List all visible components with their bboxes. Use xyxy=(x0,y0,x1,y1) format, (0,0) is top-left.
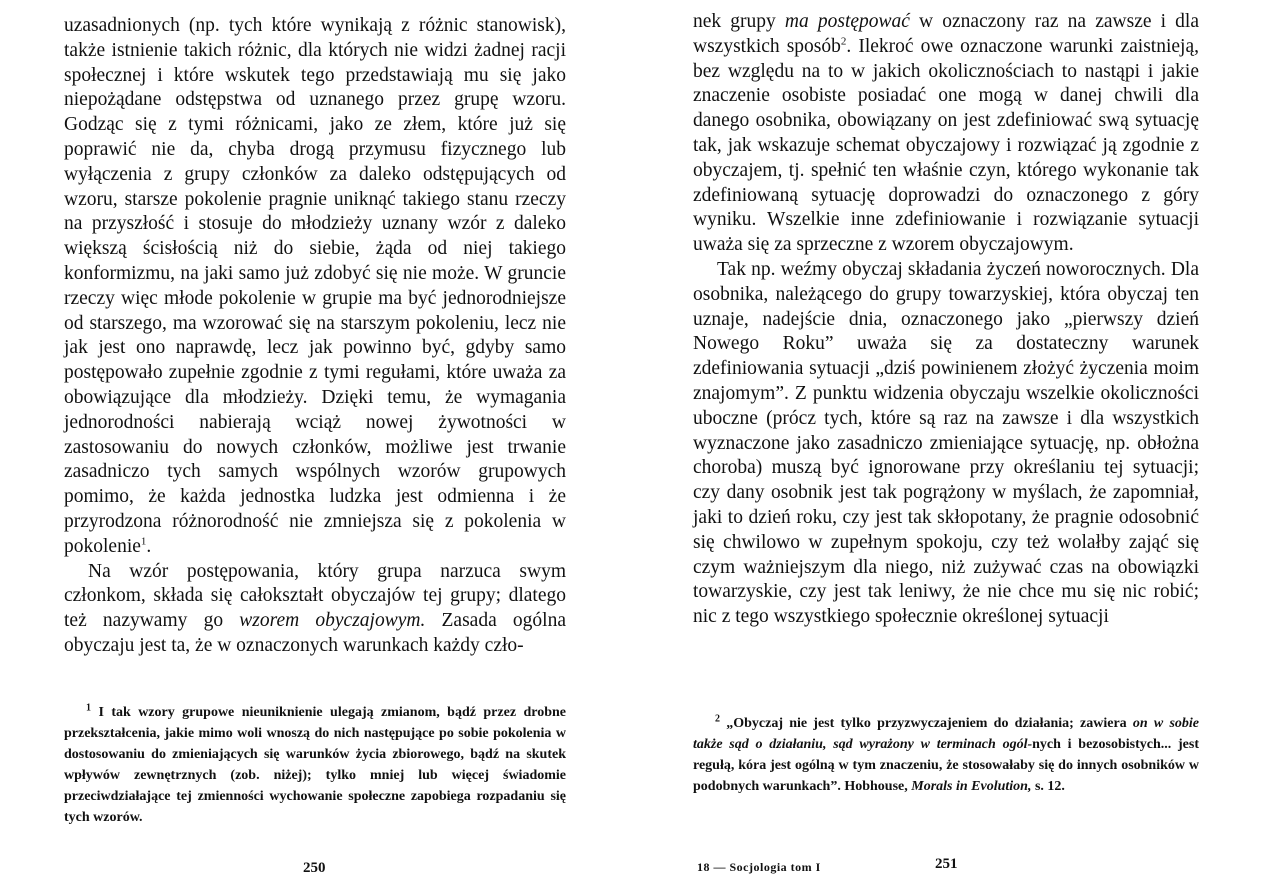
right-footnote: $^2$ „Obyczaj nie jest tylko przyzwyczajeniem do działania; zawiera on w sobie także sąd o działaniu, sąd wyrażony w terminach ogól-nych i bezosobistych... jest regułą, kóra jest ogólną w tym znaczeniu, że stosowałaby się do innych osobników w podobnych warunkach”. Hobhouse, Morals in Evolution, s. 12. xyxy=(693,713,1200,794)
left-page xyxy=(64,0,566,893)
page-number-right: 251 xyxy=(935,856,958,872)
right-page-body xyxy=(693,10,1199,630)
left-paragraph-2: Na wzór postępowania, który grupa narzuca swym członkom, składa się całokształt obyczajów tej grupy; dlatego też nazywamy go wzorem obyczajowym. Zasada ogólna obyczaju jest ta, że w oznaczonych warunkach każdy czło- xyxy=(64,560,566,656)
footnote-marker-2: 2 xyxy=(715,713,720,725)
right-page xyxy=(693,0,1199,893)
footnote-ref-2[interactable]: 2 xyxy=(840,35,847,48)
left-page-body xyxy=(64,14,566,659)
printer-signature: 18 — Socjologia tom I xyxy=(697,860,821,874)
page-number-left: 250 xyxy=(303,860,326,876)
left-paragraph-1: uzasadnionych (np. tych które wynikają z różnic stanowisk), także istnienie takich różnic, dla których nie widzi żadnej racji społecznej i które wskutek tego przedstawiają mu się jako niepożądane odstępstwa od uznanego przez grupę wzoru. Godząc się z tymi różnicami, jako ze złem, które już się poprawić nie da, chyba drogą przymusu fizycznego lub wyłączenia z grupy członków za daleko odstępujących od wzoru, starsze pokolenie pragnie uniknąć takiego stanu rzeczy na przyszłość i stosuje do młodzieży uznany wzór z daleko większą ścisłością niż do siebie, żąda od niej takiego konformizmu, na jaki samo już zdobyć się nie może. W gruncie rzeczy więc młode pokolenie w grupie ma być jednorodniejsze od starszego, ma wzorować się na starszym pokoleniu, lecz nie jak jest ono naprawdę, lecz jak powinno być, gdyby samo postępowało zupełnie zgodnie z tymi regułami, które uważa za obowiązujące dla młodzieży. Dzięki temu, że wymagania jednorodności nabierają wciąż nowej żywotności w zastosowaniu do nowych członków, możliwe jest trwanie zasadniczo tych samych wspólnych wzorów grupowych pomimo, że każda jednostka ludzka jest odmienna i że przyrodzona różnorodność nie zmniejsza się z pokolenia w pokolenie$^1$. xyxy=(64,15,566,557)
right-paragraph-1: nek grupy ma postępować w oznaczony raz na zawsze i dla wszystkich sposób$^2$. Ilekroć owe oznaczone warunki zaistnieją, bez względu na to w jakich okolicznościach to nastąpi i jakie znaczenie osobiste posiadać one mogą w danej chwili dla danego osobnika, obowiązany on jest zdefiniować swą sytuację tak, jak wskazuje schemat obyczajowy i rozwiązać ją zgodnie z obyczajem, tj. spełnić ten właśnie czyn, którego wykonanie tak zdefiniowaną sytuację doprowadzi do oznaczonego z góry wyniku. Wszelkie inne zdefiniowanie i rozwiązanie sytuacji uważa się za sprzeczne z wzorem obyczajowym. xyxy=(693,11,1199,256)
footnote-ref-1[interactable]: 1 xyxy=(140,535,147,548)
footnote-marker-1: 1 xyxy=(86,702,91,714)
right-paragraph-2: Tak np. weźmy obyczaj składania życzeń noworocznych. Dla osobnika, należącego do grupy towarzyskiej, która obyczaj ten uznaje, nadejście dnia, oznaczonego jako „pierwszy dzień Nowego Roku” uważa się za dostateczny warunek zdefiniowania sytuacji „dziś powinienem złożyć życzenia moim znajomym”. Z punktu widzenia obyczaju wszelkie okoliczności uboczne (prócz tych, które są raz na zawsze i dla wszystkich wyznaczone jako zasadniczo zmieniające sytuację, np. obłożna choroba) muszą być ignorowane przy określaniu tej sytuacji; czy dany osobnik jest tak pogrążony w myślach, że zapomniał, jaki to dzień roku, czy jest tak skłopotany, że pragnie odosobnić się chwilowo w zupełnym spokoju, czy też wolałby zająć się czym ważniejszym dla niego, niż zużywać czas na obowiązki towarzyskie, czy jest tak leniwy, że nie chce mu się nic robić; nic z tego wszystkiego społecznie określonej sytuacji xyxy=(693,258,1199,628)
left-footnote: $^1$ I tak wzory grupowe nieuniknienie ulegają zmianom, bądź przez drobne przekształcenia, jakie mimo woli wnoszą do nich następujące po sobie pokolenia w dostosowaniu do zmieniających się warunków życia zbiorowego, bądź na skutek wpływów zewnętrznych (zob. niżej); tylko mniej lub więcej świadomie przeciwdziałające tej zmienności wychowanie społeczne zapobiega rozpadaniu się tych wzorów. xyxy=(64,702,566,825)
